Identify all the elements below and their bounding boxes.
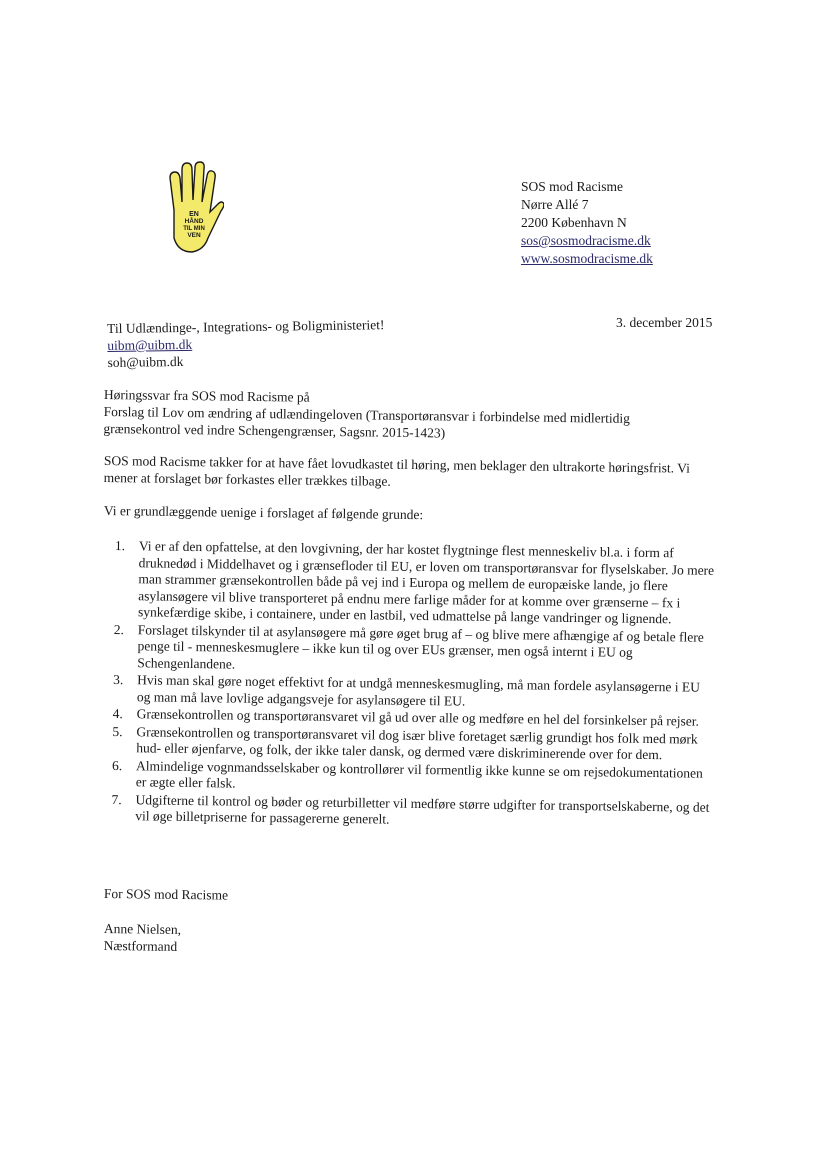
sender-address <box>521 178 653 268</box>
recipient-name: Til Udlændinge-, Integrations- og Boligministeriet! <box>107 317 385 336</box>
logo-text-line2: HÅND <box>184 218 204 225</box>
subject-line-1: Høringssvar fra SOS mod Racisme på <box>103 386 310 405</box>
logo-text-line3: TIL MIN <box>183 226 205 232</box>
intro-paragraph: SOS mod Racisme takker for at have fået lovudkastet til høring, men beklager den ultrakorte høringsfrist. Vi mener at forslaget bør forkastes eller trækkes tilbage. <box>103 452 690 489</box>
sender-name: SOS mod Racisme <box>521 179 624 194</box>
list-item <box>113 621 714 678</box>
recipient-block <box>107 316 385 371</box>
list-item-number: 4. <box>112 705 123 722</box>
list-item-text: Grænsekontrollen og transportøransvaret vil dog især blive foretaget særlig grundigt hos folk med mørk hud- eller øjenfarve, og folk, der ikke taler dansk, og dermed være diskriminerende over for dem. <box>136 723 698 763</box>
list-item-text: Forslaget tilskynder til at asylansøgere må gøre øget brug af – og blive mere afhængige af og betale flere penge til - menneskesmuglere – ikke kun til og over EUs grænser, men også internt i EU og Schengenlandene. <box>137 621 704 672</box>
sender-street: Nørre Allé 7 <box>521 197 589 212</box>
recipient-email-secondary: soh@uibm.dk <box>107 353 184 370</box>
lead-paragraph: Vi er grundlæggende uenige i forslaget af følgende grunde: <box>103 502 424 523</box>
sender-city: 2200 København N <box>521 215 627 230</box>
list-item-text: Vi er af den opfattelse, at den lovgivning, der har kostet flygtninge flest menneskeliv bl.a. i form af druknedød i Middelhavet og i grænsefloder til EU, er loven om transportøransvar for flyselskaber. Jo mere man strammer grænsekontrollen både på vej ind i Europa og mellem de europæiske lande, jo flere asylansøgere vil blive transporteret på endnu mere farlige måder for at komme over grænserne – fx i synkefærdige skibe, i containere, under en lastbil, ved udmattelse på lange vandringer og lignende. <box>137 538 715 627</box>
recipient-email-link[interactable]: uibm@uibm.dk <box>107 336 193 353</box>
list-item <box>114 538 715 628</box>
letter-date: 3. december 2015 <box>616 315 713 330</box>
list-item-text: Grænsekontrollen og transportøransvaret vil gå ud over alle og medføre en hel del forsinkelser på rejser. <box>136 706 700 729</box>
list-item-number: 1. <box>114 538 126 554</box>
subject-block <box>103 386 704 445</box>
sender-email-link[interactable]: sos@sosmodracisme.dk <box>521 233 651 248</box>
closing-line: For SOS mod Racisme <box>103 885 229 903</box>
logo-text-line4: VEN <box>187 232 201 239</box>
list-item-number: 2. <box>113 621 125 637</box>
list-item-text: Hvis man skal gøre noget effektivt for at undgå menneskesmugling, må man fordele asylansøgerne i EU og man må lave lovlige adgangsveje for asylansøgere til EU. <box>136 672 701 709</box>
signature-title: Næstformand <box>103 937 178 954</box>
signature-name: Anne Nielsen, <box>103 920 182 938</box>
list-item-text: Udgifterne til kontrol og bøder og returbilletter vil medføre større udgifter for transportselskaberne, og det vil øge billetpriserne for passagererne generelt. <box>135 791 710 827</box>
list-item <box>111 791 711 832</box>
list-item-number: 3. <box>113 671 124 688</box>
list-item-text: Almindelige vognmandsselskaber og kontrollører vil formentlig ikke kunne se om rejsedokumentationen er ægte eller falsk. <box>135 757 703 791</box>
hand-logo-icon <box>160 160 224 260</box>
list-item-number: 7. <box>111 791 122 807</box>
reasons-list <box>111 538 715 833</box>
logo-text-line1: EN <box>189 211 199 218</box>
list-item-number: 5. <box>112 723 123 739</box>
subject-line-2: Forslag til Lov om ændring af udlændingeloven (Transportøransvar i forbindelse med midlertidig grænsekontrol ved indre Schengengrænser, Sagsnr. 2015-1423) <box>103 403 631 441</box>
sender-website-link[interactable]: www.sosmodracisme.dk <box>521 251 653 266</box>
signature-block <box>104 920 182 955</box>
list-item-number: 6. <box>111 757 123 773</box>
